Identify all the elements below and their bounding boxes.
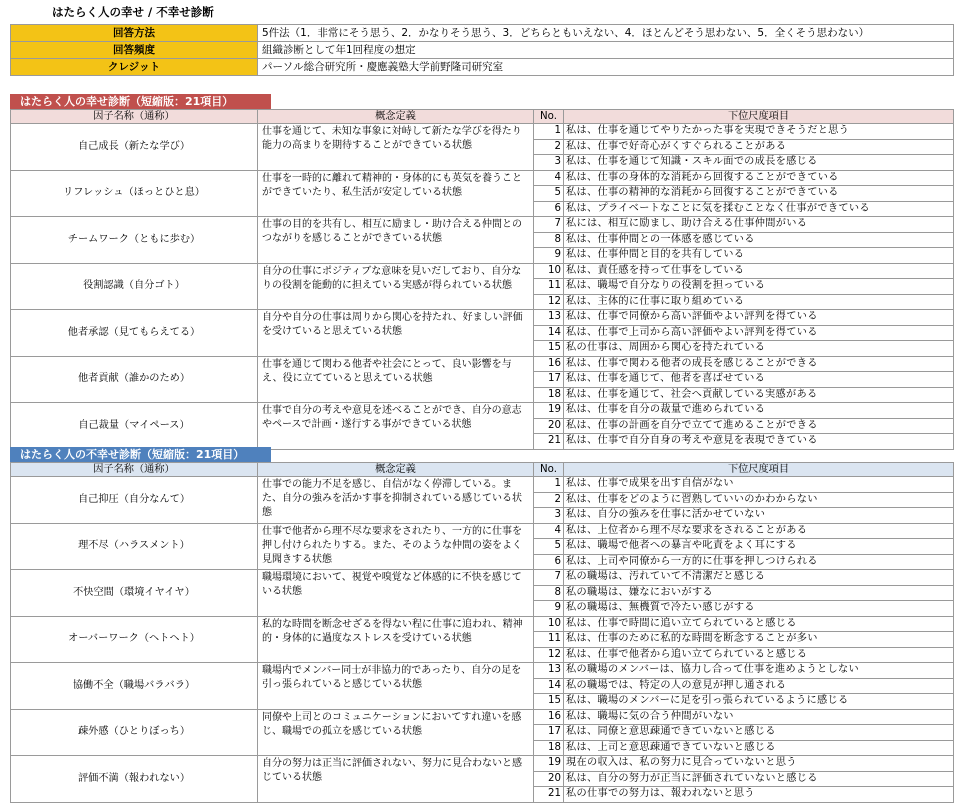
item-number: 8 xyxy=(534,585,564,601)
item-number: 5 xyxy=(534,186,564,202)
item-text: 私は、仕事をどのように習熟していいのかわからない xyxy=(564,492,954,508)
item-text: 私は、プライベートなことに気を揉むことなく仕事ができている xyxy=(564,201,954,217)
item-number: 11 xyxy=(534,279,564,295)
item-row xyxy=(11,663,954,679)
info-label: 回答頻度 xyxy=(11,42,258,59)
item-text: 私は、仕事の精神的な消耗から回復することができている xyxy=(564,186,954,202)
concept-definition: 自分の仕事にポジティブな意味を見いだしており、自分なりの役割を能動的に担えている実感が得られている状態 xyxy=(258,263,534,310)
item-number: 5 xyxy=(534,539,564,555)
page-title: はたらく人の幸せ / 不幸せ診断 xyxy=(52,5,214,19)
factor-name: 自己抑圧（自分なんて） xyxy=(11,477,258,524)
item-number: 20 xyxy=(534,418,564,434)
concept-definition: 自分の努力は正当に評価されない、努力に見合わないと感じている状態 xyxy=(258,756,534,803)
item-number: 1 xyxy=(534,124,564,140)
item-row xyxy=(11,263,954,279)
concept-definition: 自分や自分の仕事は周りから関心を持たれ、好ましい評価を受けていると思えている状態 xyxy=(258,310,534,357)
item-text: 私は、職場のメンバーに足を引っ張られているように感じる xyxy=(564,694,954,710)
item-text: 私は、仕事のために私的な時間を断念することが多い xyxy=(564,632,954,648)
item-text: 現在の収入は、私の努力に見合っていないと思う xyxy=(564,756,954,772)
concept-definition: 仕事で自分の考えや意見を述べることができ、自分の意志やペースで計画・遂行する事ができている状態 xyxy=(258,403,534,450)
item-text: 私の職場は、汚れていて不清潔だと感じる xyxy=(564,570,954,586)
item-number: 10 xyxy=(534,263,564,279)
item-row xyxy=(11,477,954,493)
factor-name: 役割認識（自分ゴト） xyxy=(11,263,258,310)
item-number: 13 xyxy=(534,310,564,326)
item-row xyxy=(11,756,954,772)
item-text: 私の職場は、嫌なにおいがする xyxy=(564,585,954,601)
item-number: 7 xyxy=(534,217,564,233)
item-number: 12 xyxy=(534,647,564,663)
item-number: 9 xyxy=(534,601,564,617)
item-text: 私の仕事は、周囲から関心を持たれている xyxy=(564,341,954,357)
item-text: 私は、責任感を持って仕事をしている xyxy=(564,263,954,279)
factor-name: 自己成長（新たな学び） xyxy=(11,124,258,171)
item-number: 20 xyxy=(534,771,564,787)
item-text: 私は、仕事仲間との一体感を感じている xyxy=(564,232,954,248)
item-row xyxy=(11,570,954,586)
item-row xyxy=(11,356,954,372)
concept-definition: 仕事での能力不足を感じ、自信がなく停滞している。また、自分の強みを活かす事を抑制されている感じている状態 xyxy=(258,477,534,524)
item-number: 17 xyxy=(534,725,564,741)
item-number: 14 xyxy=(534,325,564,341)
item-text: 私は、仕事で同僚から高い評価やよい評判を得ている xyxy=(564,310,954,326)
factor-name: 評価不満（報われない） xyxy=(11,756,258,803)
item-text: 私は、仕事で関わる他者の成長を感じることができる xyxy=(564,356,954,372)
item-text: 私は、同僚と意思疎通できていないと感じる xyxy=(564,725,954,741)
item-number: 6 xyxy=(534,554,564,570)
item-text: 私は、仕事で好奇心がくすぐられることがある xyxy=(564,139,954,155)
item-number: 3 xyxy=(534,155,564,171)
item-text: 私は、仕事仲間と目的を共有している xyxy=(564,248,954,264)
concept-definition: 私的な時間を断念せざるを得ない程に仕事に追われ、精神的・身体的に過度なストレスを受けている状態 xyxy=(258,616,534,663)
info-label: クレジット xyxy=(11,59,258,76)
number-header: No. xyxy=(534,463,564,477)
item-text: 私は、仕事で上司から高い評価やよい評判を得ている xyxy=(564,325,954,341)
factor-name: チームワーク（ともに歩む） xyxy=(11,217,258,264)
concept-definition: 仕事で他者から理不尽な要求をされたり、一方的に仕事を押し付けられたりする。また、そのような仲間の姿をよく見聞きする状態 xyxy=(258,523,534,570)
item-text: 私は、職場で他者への暴言や叱責をよく耳にする xyxy=(564,539,954,555)
item-text: 私は、仕事で時間に追い立てられていると感じる xyxy=(564,616,954,632)
item-text: 私は、仕事を通じて、社会へ貢献している実感がある xyxy=(564,387,954,403)
item-number: 17 xyxy=(534,372,564,388)
item-text: 私は、仕事を通じて知識・スキル面での成長を感じる xyxy=(564,155,954,171)
factor-header: 因子名称（通称） xyxy=(11,463,258,477)
item-text: 私の職場は、無機質で冷たい感じがする xyxy=(564,601,954,617)
item-row xyxy=(11,616,954,632)
item-text: 私は、職場に気の合う仲間がいない xyxy=(564,709,954,725)
info-row-credit xyxy=(11,59,954,76)
item-row xyxy=(11,403,954,419)
unhappiness-table xyxy=(10,462,954,803)
factor-name: 他者承認（見てもらえてる） xyxy=(11,310,258,357)
factor-name: リフレッシュ（ほっとひと息） xyxy=(11,170,258,217)
item-number: 21 xyxy=(534,434,564,450)
item-number: 11 xyxy=(534,632,564,648)
concept-definition: 仕事を通じて、未知な事象に対峙して新たな学びを得たり能力の高まりを期待することができている状態 xyxy=(258,124,534,171)
item-text: 私は、仕事で成果を出す自信がない xyxy=(564,477,954,493)
item-number: 19 xyxy=(534,403,564,419)
factor-header: 因子名称（通称） xyxy=(11,110,258,124)
concept-header: 概念定義 xyxy=(258,110,534,124)
concept-definition: 仕事の目的を共有し、相互に励まし・助け合える仲間とのつながりを感じることができている状態 xyxy=(258,217,534,264)
item-text: 私は、仕事を自分の裁量で進められている xyxy=(564,403,954,419)
item-text: 私の職場では、特定の人の意見が押し通される xyxy=(564,678,954,694)
item-row xyxy=(11,523,954,539)
item-number: 18 xyxy=(534,740,564,756)
factor-name: 他者貢献（誰かのため） xyxy=(11,356,258,403)
item-number: 16 xyxy=(534,356,564,372)
items-header: 下位尺度項目 xyxy=(564,110,954,124)
concept-definition: 職場環境において、視覚や嗅覚など体感的に不快を感じている状態 xyxy=(258,570,534,617)
factor-name: 不快空間（環境イヤイヤ） xyxy=(11,570,258,617)
happiness-section-title: はたらく人の幸せ診断（短縮版：21項目） xyxy=(10,94,271,109)
unhappiness-section-title: はたらく人の不幸せ診断（短縮版：21項目） xyxy=(10,447,271,462)
item-number: 4 xyxy=(534,523,564,539)
item-text: 私は、仕事で他者から追い立てられていると感じる xyxy=(564,647,954,663)
item-text: 私は、主体的に仕事に取り組めている xyxy=(564,294,954,310)
concept-definition: 職場内でメンバー同士が非協力的であったり、自分の足を引っ張られていると感じている状態 xyxy=(258,663,534,710)
item-text: 私は、仕事の計画を自分で立てて進めることができる xyxy=(564,418,954,434)
item-number: 10 xyxy=(534,616,564,632)
item-text: 私は、上司や同僚から一方的に仕事を押しつけられる xyxy=(564,554,954,570)
items-header: 下位尺度項目 xyxy=(564,463,954,477)
header-row xyxy=(11,463,954,477)
concept-header: 概念定義 xyxy=(258,463,534,477)
header-row xyxy=(11,110,954,124)
item-number: 6 xyxy=(534,201,564,217)
item-text: 私は、職場で自分なりの役割を担っている xyxy=(564,279,954,295)
item-row xyxy=(11,170,954,186)
item-number: 16 xyxy=(534,709,564,725)
item-text: 私は、自分の強みを仕事に活かせていない xyxy=(564,508,954,524)
item-number: 18 xyxy=(534,387,564,403)
concept-definition: 同僚や上司とのコミュニケーションにおいてすれ違いを感じ、職場での孤立を感じている状態 xyxy=(258,709,534,756)
factor-name: 疎外感（ひとりぼっち） xyxy=(11,709,258,756)
item-number: 12 xyxy=(534,294,564,310)
item-row xyxy=(11,709,954,725)
item-number: 7 xyxy=(534,570,564,586)
concept-definition: 仕事を通じて関わる他者や社会にとって、良い影響を与え、役に立てていると思えている状態 xyxy=(258,356,534,403)
info-table xyxy=(10,24,954,76)
item-text: 私は、自分の努力が正当に評価されていないと感じる xyxy=(564,771,954,787)
item-number: 8 xyxy=(534,232,564,248)
info-value: 5件法（1．非常にそう思う、2．かなりそう思う、3．どちらともいえない、4．ほとんどそう思わない、5．全くそう思わない） xyxy=(258,25,954,42)
item-number: 4 xyxy=(534,170,564,186)
item-row xyxy=(11,124,954,140)
info-value: 組織診断として年1回程度の想定 xyxy=(258,42,954,59)
item-number: 3 xyxy=(534,508,564,524)
info-value: パーソル総合研究所・慶應義塾大学前野隆司研究室 xyxy=(258,59,954,76)
item-number: 15 xyxy=(534,341,564,357)
item-row xyxy=(11,217,954,233)
item-text: 私は、上司と意思疎通できていないと感じる xyxy=(564,740,954,756)
item-number: 9 xyxy=(534,248,564,264)
factor-name: 理不尽（ハラスメント） xyxy=(11,523,258,570)
item-text: 私の職場のメンバーは、協力し合って仕事を進めようとしない xyxy=(564,663,954,679)
item-text: 私は、仕事を通じてやりたかった事を実現できそうだと思う xyxy=(564,124,954,140)
item-number: 15 xyxy=(534,694,564,710)
factor-name: 自己裁量（マイペース） xyxy=(11,403,258,450)
item-text: 私には、相互に励まし、助け合える仕事仲間がいる xyxy=(564,217,954,233)
item-number: 14 xyxy=(534,678,564,694)
item-text: 私は、仕事を通じて、他者を喜ばせている xyxy=(564,372,954,388)
item-text: 私の仕事での努力は、報われないと思う xyxy=(564,787,954,803)
item-number: 2 xyxy=(534,139,564,155)
item-row xyxy=(11,310,954,326)
factor-name: オーバーワーク（ヘトヘト） xyxy=(11,616,258,663)
item-number: 21 xyxy=(534,787,564,803)
item-number: 2 xyxy=(534,492,564,508)
info-row-method xyxy=(11,25,954,42)
info-label: 回答方法 xyxy=(11,25,258,42)
info-row-frequency xyxy=(11,42,954,59)
item-text: 私は、上位者から理不尽な要求をされることがある xyxy=(564,523,954,539)
factor-name: 協働不全（職場バラバラ） xyxy=(11,663,258,710)
concept-definition: 仕事を一時的に離れて精神的・身体的にも英気を養うことができていたり、私生活が安定している状態 xyxy=(258,170,534,217)
happiness-table xyxy=(10,109,954,450)
item-number: 13 xyxy=(534,663,564,679)
number-header: No. xyxy=(534,110,564,124)
item-text: 私は、仕事で自分自身の考えや意見を表現できている xyxy=(564,434,954,450)
item-number: 1 xyxy=(534,477,564,493)
item-number: 19 xyxy=(534,756,564,772)
item-text: 私は、仕事の身体的な消耗から回復することができている xyxy=(564,170,954,186)
